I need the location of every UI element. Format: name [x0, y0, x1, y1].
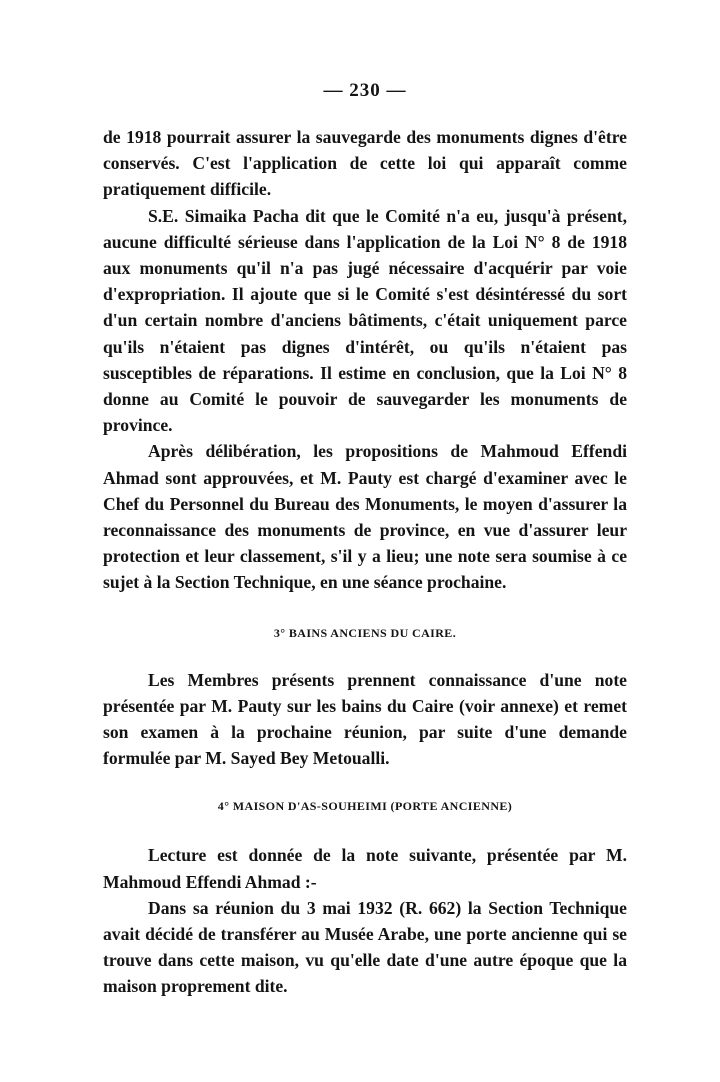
section-heading-bains: 3° BAINS ANCIENS DU CAIRE. — [273, 625, 457, 640]
document-page — [103, 80, 627, 1000]
paragraph-continuation: de 1918 pourrait assurer la sauvegarde des monuments dignes d'être conservés. C'est l'application de cette loi qui apparaît comme pratiquement difficile. — [103, 127, 627, 200]
paragraph-bains: Les Membres présents prennent connaissance d'une note présentée par M. Pauty sur les bains du Caire (voir annexe) et remet son examen à la prochaine réunion, par suite d'une demande formulée par M. Sayed Bey Metoualli. — [103, 669, 627, 769]
paragraph-reunion: Dans sa réunion du 3 mai 1932 (R. 662) la Section Technique avait décidé de transférer au Musée Arabe, une porte ancienne qui se trouve dans cette maison, vu qu'elle date d'une autre époque que la maison proprement dite. — [103, 897, 627, 997]
section-heading-maison: 4° MAISON D'AS-SOUHEIMI (PORTE ANCIENNE) — [217, 799, 513, 814]
paragraph-deliberation: Après délibération, les propositions de Mahmoud Effendi Ahmad sont approuvées, et M. Pauty est chargé d'examiner avec le Chef du Personnel du Bureau des Monuments, le moyen d'assurer la reconnaissance des monuments de province, en vue d'assurer leur protection et leur classement, s'il y a lieu; une note sera soumise à ce sujet à la Section Technique, en une séance prochaine. — [103, 441, 627, 593]
paragraph-simaika-pacha: S.E. Simaika Pacha dit que le Comité n'a eu, jusqu'à présent, aucune difficulté sérieuse dans l'application de la Loi N° 8 de 1918 aux monuments qu'il n'a pas jugé nécessaire d'acquérir par voie d'expropriation. Il ajoute que si le Comité s'est désintéressé du sort d'un certain nombre d'anciens bâtiments, c'était uniquement parce qu'ils n'étaient pas dignes d'intérêt, ou qu'ils n'étaient pas susceptibles de réparations. Il estime en conclusion, que la Loi N° 8 donne au Comité le pouvoir de sauvegarder les monuments de province. — [103, 205, 627, 436]
paragraph-lecture: Lecture est donnée de la note suivante, présentée par M. Mahmoud Effendi Ahmad :- — [103, 845, 627, 892]
page-number: — 230 — — [323, 80, 407, 101]
